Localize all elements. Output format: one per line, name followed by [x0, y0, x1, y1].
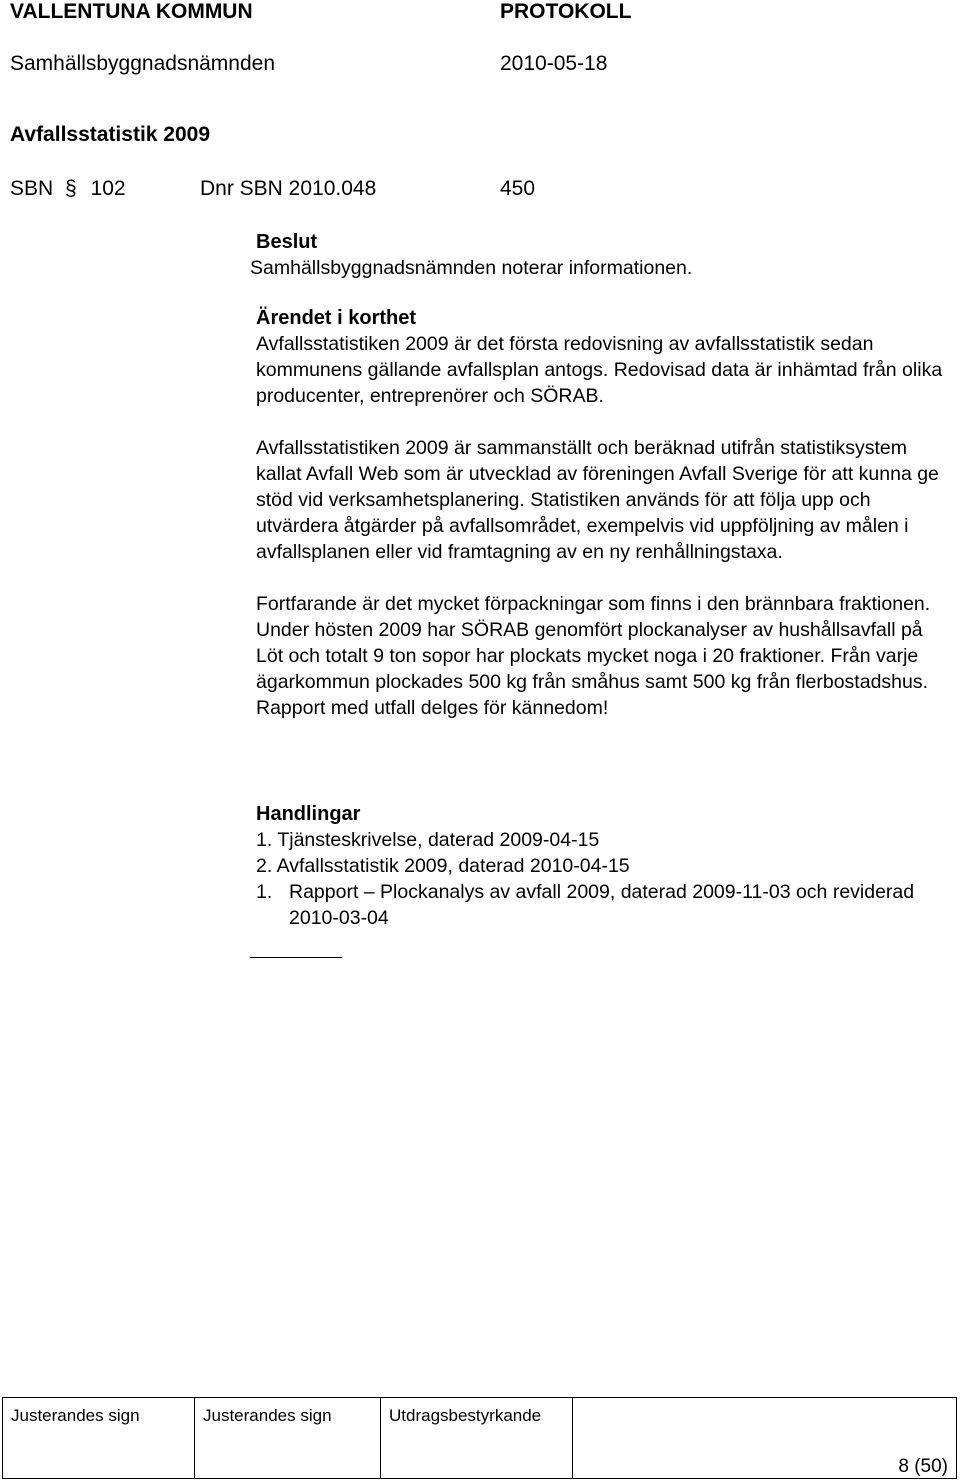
handling-item-3-number: 1.: [256, 881, 273, 903]
footer-cell-justerande-2: [194, 1398, 380, 1478]
beslut-text: Samhällsbyggnadsnämnden noterar informationen.: [250, 257, 693, 279]
board-name: Samhällsbyggnadsnämnden: [10, 52, 276, 75]
arendet-paragraph-2: Avfallsstatistiken 2009 är sammanställt och beräknad utifrån statistiksystem kallat Avfall Web som är utvecklad av föreningen Avfall Sverige för att kunna ge stöd vid verksamhetsplanering. Statistiken används för att följa upp och utvärdera åtgärder på avfallsområdet, exempelvis vid uppföljning av målen i avfallsplanen eller vid framtagning av en ny renhållningstaxa.: [256, 437, 939, 563]
arendet-section: [256, 305, 946, 721]
sbn-number: 102: [90, 177, 126, 200]
org-name: VALLENTUNA KOMMUN: [10, 0, 253, 23]
footer-label-justerande-1: Justerandes sign: [11, 1406, 140, 1425]
arendet-paragraph-1: Avfallsstatistiken 2009 är det första redovisning av avfallsstatistik sedan kommunens gällande avfallsplan antogs. Redovisad data är inhämtad från olika producenter, entreprenörer och SÖRAB.: [256, 333, 943, 407]
beslut-heading: Beslut: [256, 231, 318, 253]
dnr-reference: Dnr SBN 2010.048: [200, 177, 377, 200]
section-sign: §: [65, 177, 77, 200]
handling-item-3: [256, 879, 946, 931]
handling-item-1: 1. Tjänsteskrivelse, daterad 2009-04-15: [256, 829, 600, 851]
page-number: 8 (50): [898, 1456, 948, 1477]
separator-line: [250, 957, 342, 958]
footer-cell-utdrag: [380, 1398, 572, 1478]
handling-item-3-text: Rapport – Plockanalys av avfall 2009, daterad 2009-11-03 och reviderad 2010-03-04: [289, 881, 915, 929]
footer-cell-justerande-1: [2, 1398, 194, 1478]
beslut-section: [250, 229, 946, 281]
footer-cell-page: [572, 1398, 957, 1478]
sbn-reference: [10, 177, 126, 201]
page-title: Avfallsstatistik 2009: [10, 123, 211, 146]
archive-code: 450: [500, 177, 536, 200]
footer-label-justerande-2: Justerandes sign: [203, 1406, 332, 1425]
handlingar-section: [256, 801, 946, 931]
arendet-paragraph-3: Fortfarande är det mycket förpackningar som finns i den brännbara fraktionen. Under hösten 2009 har SÖRAB genomfört plockanalyser av hushållsavfall på Löt och totalt 9 ton sopor har plockats mycket noga i 20 fraktioner. Från varje ägarkommun plockades 500 kg från småhus samt 500 kg från flerbostadshus. Rapport med utfall delges för kännedom!: [256, 593, 931, 719]
sbn-prefix: SBN: [10, 177, 54, 200]
signature-footer: [2, 1397, 957, 1479]
handlingar-heading: Handlingar: [256, 803, 361, 825]
handling-item-2: 2. Avfallsstatistik 2009, daterad 2010-04-15: [256, 855, 630, 877]
doc-type: PROTOKOLL: [500, 0, 632, 23]
meeting-date: 2010-05-18: [500, 52, 608, 75]
footer-label-utdrag: Utdragsbestyrkande: [389, 1406, 542, 1425]
arendet-heading: Ärendet i korthet: [256, 307, 417, 329]
